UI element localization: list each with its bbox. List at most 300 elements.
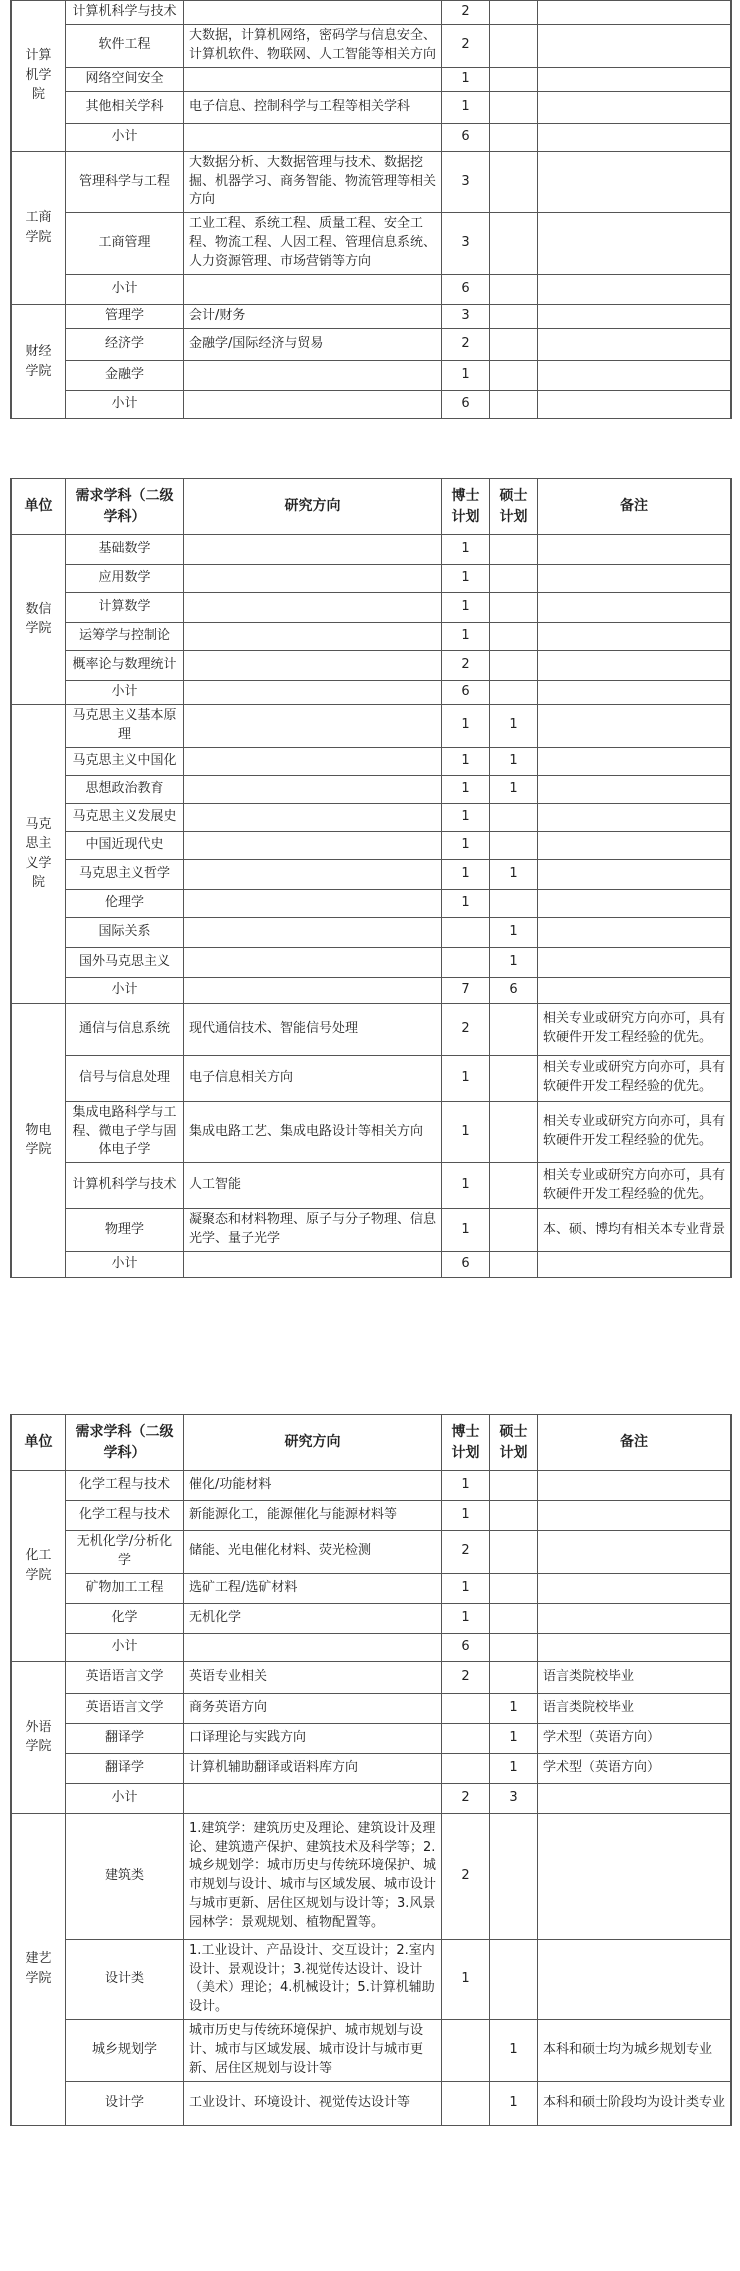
header-phd: 博士计划 (442, 479, 490, 535)
direction-cell: 英语专业相关 (184, 1661, 442, 1693)
phd-count-cell: 1 (442, 705, 490, 748)
header-unit: 单位 (12, 479, 66, 535)
master-count-cell (490, 1251, 538, 1277)
table-row (12, 1693, 731, 1723)
table-row (12, 1163, 731, 1209)
note-cell: 语言类院校毕业 (538, 1693, 731, 1723)
direction-cell: 集成电路工艺、集成电路设计等相关方向 (184, 1101, 442, 1163)
direction-cell: 催化/功能材料 (184, 1471, 442, 1501)
header-subject: 需求学科（二级学科） (66, 479, 184, 535)
direction-cell (184, 623, 442, 651)
recruitment-table-3 (11, 1414, 731, 2126)
subtotal-row (12, 1251, 731, 1277)
recruitment-table-1 (11, 0, 731, 419)
note-cell: 语言类院校毕业 (538, 1661, 731, 1693)
header-direction: 研究方向 (184, 1415, 442, 1471)
phd-count-cell: 1 (442, 889, 490, 917)
master-count-cell (490, 305, 538, 329)
master-count-cell (490, 213, 538, 275)
subject-cell: 矿物加工工程 (66, 1573, 184, 1603)
table-row (12, 747, 731, 775)
direction-cell (184, 917, 442, 947)
subject-cell: 通信与信息系统 (66, 1003, 184, 1055)
master-count-cell (490, 1101, 538, 1163)
subject-cell: 运筹学与控制论 (66, 623, 184, 651)
phd-count-cell: 1 (442, 67, 490, 91)
phd-count-cell: 1 (442, 361, 490, 391)
subject-cell: 设计学 (66, 2081, 184, 2125)
direction-cell (184, 1783, 442, 1813)
note-cell (538, 535, 731, 565)
phd-count-cell: 1 (442, 831, 490, 859)
unit-name: 建艺学院 (25, 1951, 52, 1986)
phd-count-cell (442, 2081, 490, 2125)
direction-cell: 口译理论与实践方向 (184, 1723, 442, 1753)
direction-cell (184, 1, 442, 25)
subject-cell: 信号与信息处理 (66, 1055, 184, 1101)
phd-count-cell (442, 1753, 490, 1783)
header-subject: 需求学科（二级学科） (66, 1415, 184, 1471)
table-row (12, 1055, 731, 1101)
phd-count-cell: 2 (442, 329, 490, 361)
subject-cell: 小计 (66, 1633, 184, 1661)
table-row (12, 91, 731, 123)
note-cell: 本科和硕士均为城乡规划专业 (538, 2020, 731, 2082)
master-count-cell (490, 1209, 538, 1252)
direction-cell: 大数据，计算机网络，密码学与信息安全、计算机软件、物联网、人工智能等相关方向 (184, 25, 442, 68)
subject-cell: 小计 (66, 977, 184, 1003)
direction-cell (184, 391, 442, 419)
direction-cell (184, 593, 442, 623)
phd-count-cell: 3 (442, 213, 490, 275)
subject-cell: 马克思主义中国化 (66, 747, 184, 775)
table-segment-1 (10, 0, 732, 419)
table-row (12, 361, 731, 391)
phd-count-cell (442, 917, 490, 947)
note-cell (538, 1, 731, 25)
note-cell (538, 803, 731, 831)
subject-cell: 马克思主义发展史 (66, 803, 184, 831)
master-count-cell (490, 1813, 538, 1939)
subject-cell: 计算数学 (66, 593, 184, 623)
note-cell: 相关专业或研究方向亦可，具有软硬件开发工程经验的优先。 (538, 1163, 731, 1209)
subject-cell: 其他相关学科 (66, 91, 184, 123)
subject-cell: 小计 (66, 123, 184, 151)
subject-cell: 软件工程 (66, 25, 184, 68)
note-cell (538, 25, 731, 68)
note-cell (538, 275, 731, 305)
note-cell (538, 1471, 731, 1501)
subtotal-row (12, 391, 731, 419)
master-count-cell: 1 (490, 2020, 538, 2082)
table-row (12, 947, 731, 977)
master-count-cell (490, 1573, 538, 1603)
table-segment-2 (10, 478, 732, 1278)
direction-cell (184, 681, 442, 705)
subject-cell: 马克思主义哲学 (66, 859, 184, 889)
direction-cell: 无机化学 (184, 1603, 442, 1633)
table-row (12, 1531, 731, 1574)
header-master: 硕士计划 (490, 1415, 538, 1471)
phd-count-cell: 6 (442, 681, 490, 705)
subject-cell: 翻译学 (66, 1723, 184, 1753)
note-cell (538, 1573, 731, 1603)
subject-cell: 化学工程与技术 (66, 1501, 184, 1531)
subject-cell: 建筑类 (66, 1813, 184, 1939)
master-count-cell (490, 329, 538, 361)
phd-count-cell: 1 (442, 1603, 490, 1633)
direction-cell (184, 1633, 442, 1661)
subject-cell: 管理学 (66, 305, 184, 329)
unit-cell (12, 1, 66, 152)
master-count-cell (490, 831, 538, 859)
master-count-cell: 1 (490, 1693, 538, 1723)
subject-cell: 无机化学/分析化学 (66, 1531, 184, 1574)
unit-name: 化工学院 (25, 1548, 52, 1583)
subject-cell: 小计 (66, 681, 184, 705)
table-row (12, 329, 731, 361)
phd-count-cell: 1 (442, 747, 490, 775)
table-row (12, 917, 731, 947)
subject-cell: 应用数学 (66, 565, 184, 593)
note-cell (538, 213, 731, 275)
subject-cell: 国际关系 (66, 917, 184, 947)
header-note: 备注 (538, 479, 731, 535)
note-cell (538, 1633, 731, 1661)
direction-cell: 人工智能 (184, 1163, 442, 1209)
direction-cell: 工业工程、系统工程、质量工程、安全工程、物流工程、人因工程、管理信息系统、人力资源管理、市场营销等方向 (184, 213, 442, 275)
master-count-cell (490, 651, 538, 681)
master-count-cell (490, 1003, 538, 1055)
direction-cell (184, 775, 442, 803)
phd-count-cell: 2 (442, 25, 490, 68)
subject-cell: 概率论与数理统计 (66, 651, 184, 681)
phd-count-cell: 2 (442, 1783, 490, 1813)
subject-cell: 化学工程与技术 (66, 1471, 184, 1501)
note-cell (538, 831, 731, 859)
direction-cell: 计算机辅助翻译或语料库方向 (184, 1753, 442, 1783)
note-cell (538, 1251, 731, 1277)
note-cell (538, 1813, 731, 1939)
master-count-cell (490, 681, 538, 705)
phd-count-cell: 1 (442, 1573, 490, 1603)
table-row (12, 1101, 731, 1163)
phd-count-cell: 1 (442, 623, 490, 651)
phd-count-cell: 1 (442, 1939, 490, 2019)
note-cell (538, 623, 731, 651)
subject-cell: 管理科学与工程 (66, 151, 184, 213)
phd-count-cell: 2 (442, 1003, 490, 1055)
phd-count-cell: 1 (442, 1209, 490, 1252)
direction-cell: 储能、光电催化材料、荧光检测 (184, 1531, 442, 1574)
master-count-cell (490, 1939, 538, 2019)
subject-cell: 计算机科学与技术 (66, 1163, 184, 1209)
phd-count-cell (442, 2020, 490, 2082)
subject-cell: 经济学 (66, 329, 184, 361)
direction-cell (184, 859, 442, 889)
note-cell (538, 775, 731, 803)
direction-cell (184, 565, 442, 593)
master-count-cell: 3 (490, 1783, 538, 1813)
table-row (12, 859, 731, 889)
master-count-cell (490, 535, 538, 565)
table-row (12, 67, 731, 91)
note-cell (538, 361, 731, 391)
master-count-cell (490, 593, 538, 623)
direction-cell: 金融学/国际经济与贸易 (184, 329, 442, 361)
recruitment-table-2 (11, 478, 731, 1278)
table-row (12, 1573, 731, 1603)
table-row (12, 2081, 731, 2125)
phd-count-cell: 2 (442, 1531, 490, 1574)
table-row (12, 705, 731, 748)
master-count-cell: 1 (490, 947, 538, 977)
master-count-cell (490, 1661, 538, 1693)
direction-cell (184, 123, 442, 151)
table-row (12, 565, 731, 593)
master-count-cell: 6 (490, 977, 538, 1003)
subtotal-row (12, 275, 731, 305)
phd-count-cell: 2 (442, 1813, 490, 1939)
subject-cell: 工商管理 (66, 213, 184, 275)
phd-count-cell: 6 (442, 391, 490, 419)
phd-count-cell: 1 (442, 535, 490, 565)
subject-cell: 英语语言文学 (66, 1661, 184, 1693)
note-cell (538, 889, 731, 917)
table-row (12, 535, 731, 565)
note-cell (538, 917, 731, 947)
subject-cell: 马克思主义基本原理 (66, 705, 184, 748)
phd-count-cell: 1 (442, 1471, 490, 1501)
header-master: 硕士计划 (490, 479, 538, 535)
note-cell (538, 681, 731, 705)
direction-cell: 电子信息相关方向 (184, 1055, 442, 1101)
note-cell (538, 1501, 731, 1531)
master-count-cell (490, 391, 538, 419)
master-count-cell (490, 565, 538, 593)
direction-cell (184, 1251, 442, 1277)
unit-cell (12, 1813, 66, 2125)
master-count-cell: 1 (490, 747, 538, 775)
subject-cell: 伦理学 (66, 889, 184, 917)
master-count-cell (490, 803, 538, 831)
table-row (12, 1603, 731, 1633)
table-row (12, 1939, 731, 2019)
header-phd: 博士计划 (442, 1415, 490, 1471)
master-count-cell: 1 (490, 705, 538, 748)
table-row (12, 623, 731, 651)
master-count-cell (490, 889, 538, 917)
direction-cell (184, 831, 442, 859)
table-row (12, 1723, 731, 1753)
direction-cell: 电子信息、控制科学与工程等相关学科 (184, 91, 442, 123)
phd-count-cell: 6 (442, 1251, 490, 1277)
unit-name: 马克思主义学院 (25, 816, 52, 891)
phd-count-cell (442, 947, 490, 977)
master-count-cell (490, 623, 538, 651)
subtotal-row (12, 977, 731, 1003)
subtotal-row (12, 123, 731, 151)
subject-cell: 小计 (66, 275, 184, 305)
unit-cell (12, 1471, 66, 1662)
table-row (12, 831, 731, 859)
master-count-cell (490, 151, 538, 213)
phd-count-cell: 1 (442, 859, 490, 889)
phd-count-cell: 1 (442, 565, 490, 593)
direction-cell (184, 803, 442, 831)
note-cell (538, 705, 731, 748)
subject-cell: 小计 (66, 391, 184, 419)
direction-cell (184, 889, 442, 917)
subject-cell: 思想政治教育 (66, 775, 184, 803)
table-header-row (12, 479, 731, 535)
direction-cell (184, 977, 442, 1003)
master-count-cell (490, 1471, 538, 1501)
header-note: 备注 (538, 1415, 731, 1471)
note-cell (538, 1783, 731, 1813)
direction-cell (184, 705, 442, 748)
master-count-cell: 1 (490, 775, 538, 803)
direction-cell (184, 535, 442, 565)
subject-cell: 小计 (66, 1783, 184, 1813)
table-row (12, 1209, 731, 1252)
subject-cell: 基础数学 (66, 535, 184, 565)
table-row (12, 775, 731, 803)
table-row (12, 803, 731, 831)
master-count-cell (490, 25, 538, 68)
note-cell (538, 123, 731, 151)
table-row (12, 1003, 731, 1055)
phd-count-cell: 2 (442, 1661, 490, 1693)
master-count-cell (490, 1603, 538, 1633)
subject-cell: 化学 (66, 1603, 184, 1633)
master-count-cell (490, 91, 538, 123)
subject-cell: 金融学 (66, 361, 184, 391)
master-count-cell: 1 (490, 859, 538, 889)
table-row (12, 1501, 731, 1531)
master-count-cell: 1 (490, 2081, 538, 2125)
direction-cell: 工业设计、环境设计、视觉传达设计等 (184, 2081, 442, 2125)
note-cell: 相关专业或研究方向亦可，具有软硬件开发工程经验的优先。 (538, 1101, 731, 1163)
phd-count-cell: 1 (442, 1501, 490, 1531)
unit-cell (12, 705, 66, 1004)
unit-cell (12, 1661, 66, 1813)
subject-cell: 翻译学 (66, 1753, 184, 1783)
subject-cell: 英语语言文学 (66, 1693, 184, 1723)
phd-count-cell: 1 (442, 803, 490, 831)
table-row (12, 1753, 731, 1783)
phd-count-cell: 3 (442, 151, 490, 213)
direction-cell (184, 747, 442, 775)
note-cell (538, 91, 731, 123)
subject-cell: 计算机科学与技术 (66, 1, 184, 25)
note-cell: 本、硕、博均有相关本专业背景 (538, 1209, 731, 1252)
phd-count-cell: 7 (442, 977, 490, 1003)
master-count-cell (490, 1501, 538, 1531)
subtotal-row (12, 1633, 731, 1661)
subject-cell: 集成电路科学与工程、微电子学与固体电子学 (66, 1101, 184, 1163)
subject-cell: 城乡规划学 (66, 2020, 184, 2082)
table-header-row (12, 1415, 731, 1471)
unit-name: 数信学院 (25, 601, 52, 637)
direction-cell (184, 67, 442, 91)
subject-cell: 小计 (66, 1251, 184, 1277)
table-row (12, 1, 731, 25)
table-row (12, 593, 731, 623)
direction-cell (184, 275, 442, 305)
table-row (12, 2020, 731, 2082)
table-row (12, 305, 731, 329)
direction-cell (184, 947, 442, 977)
direction-cell: 凝聚态和材料物理、原子与分子物理、信息光学、量子光学 (184, 1209, 442, 1252)
note-cell: 学术型（英语方向） (538, 1753, 731, 1783)
phd-count-cell (442, 1693, 490, 1723)
phd-count-cell (442, 1723, 490, 1753)
unit-name: 计算机学院 (25, 48, 52, 103)
phd-count-cell: 6 (442, 1633, 490, 1661)
phd-count-cell: 1 (442, 775, 490, 803)
subject-cell: 物理学 (66, 1209, 184, 1252)
master-count-cell (490, 1633, 538, 1661)
master-count-cell (490, 1, 538, 25)
phd-count-cell: 2 (442, 1, 490, 25)
phd-count-cell: 2 (442, 651, 490, 681)
phd-count-cell: 6 (442, 123, 490, 151)
master-count-cell (490, 1531, 538, 1574)
table-row (12, 1813, 731, 1939)
note-cell (538, 329, 731, 361)
subject-cell: 设计类 (66, 1939, 184, 2019)
phd-count-cell: 1 (442, 1101, 490, 1163)
table-row (12, 25, 731, 68)
master-count-cell (490, 1163, 538, 1209)
table-row (12, 1471, 731, 1501)
table-segment-3 (10, 1414, 732, 2126)
note-cell: 相关专业或研究方向亦可，具有软硬件开发工程经验的优先。 (538, 1003, 731, 1055)
note-cell (538, 1939, 731, 2019)
phd-count-cell: 1 (442, 593, 490, 623)
note-cell (538, 977, 731, 1003)
unit-cell (12, 535, 66, 705)
table-row (12, 213, 731, 275)
unit-cell (12, 1003, 66, 1277)
note-cell: 相关专业或研究方向亦可，具有软硬件开发工程经验的优先。 (538, 1055, 731, 1101)
note-cell (538, 651, 731, 681)
unit-cell (12, 151, 66, 305)
direction-cell: 选矿工程/选矿材料 (184, 1573, 442, 1603)
master-count-cell (490, 123, 538, 151)
note-cell (538, 391, 731, 419)
unit-name: 外语学院 (25, 1719, 52, 1755)
phd-count-cell: 1 (442, 1055, 490, 1101)
master-count-cell: 1 (490, 1723, 538, 1753)
phd-count-cell: 1 (442, 91, 490, 123)
note-cell (538, 1531, 731, 1574)
master-count-cell (490, 1055, 538, 1101)
direction-cell: 会计/财务 (184, 305, 442, 329)
note-cell (538, 859, 731, 889)
table-row (12, 889, 731, 917)
direction-cell: 城市历史与传统环境保护、城市规划与设计、城市与区域发展、城市设计与城市更新、居住区规划与设计等 (184, 2020, 442, 2082)
subject-cell: 网络空间安全 (66, 67, 184, 91)
direction-cell: 1.工业设计、产品设计、交互设计；2.室内设计、景观设计；3.视觉传达设计、设计（美术）理论；4.机械设计；5.计算机辅助设计。 (184, 1939, 442, 2019)
direction-cell: 1.建筑学：建筑历史及理论、建筑设计及理论、建筑遗产保护、建筑技术及科学等；2.城乡规划学：城市历史与传统环境保护、城市规划与设计、城市与区域发展、城市设计与城市更新、居住区规划与设计等；3.风景园林学：景观规划、植物配置等。 (184, 1813, 442, 1939)
note-cell (538, 151, 731, 213)
subject-cell: 国外马克思主义 (66, 947, 184, 977)
note-cell: 本科和硕士阶段均为设计类专业 (538, 2081, 731, 2125)
direction-cell: 大数据分析、大数据管理与技术、数据挖掘、机器学习、商务智能、物流管理等相关方向 (184, 151, 442, 213)
table-row (12, 651, 731, 681)
